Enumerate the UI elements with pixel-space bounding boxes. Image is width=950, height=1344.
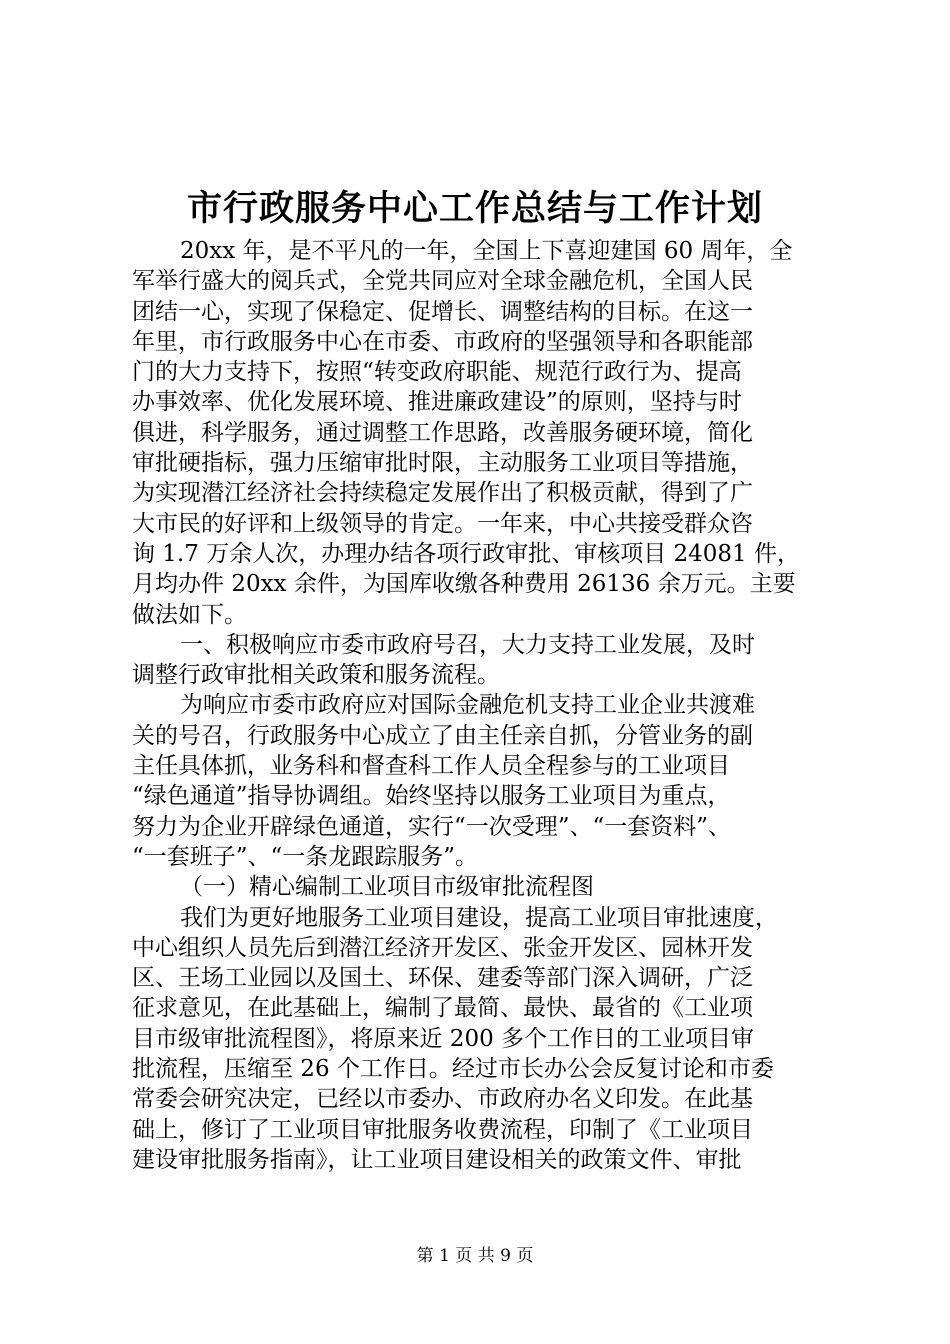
text-line: 批流程，压缩至 26 个工作日。经过市长办公会反复讨论和市委 <box>132 1056 774 1083</box>
page-title: 市行政服务中心工作总结与工作计划 <box>186 188 763 229</box>
text-line: 年里，市行政服务中心在市委、市政府的坚强领导和各职能部 <box>132 328 753 355</box>
text-line: 征求意见，在此基础上，编制了最简、最快、最省的《工业项 <box>132 995 753 1022</box>
text-line: 团结一心，实现了保稳定、促增长、调整结构的目标。在这一 <box>132 298 753 325</box>
text-line: 门的大力支持下，按照“转变政府职能、规范行政行为、提高 <box>132 359 742 386</box>
text-line: 20xx 年，是不平凡的一年，全国上下喜迎建国 60 周年，全 <box>180 238 793 264</box>
text-line: 询 1.7 万余人次，办理办结各项行政审批、审核项目 24081 件， <box>132 540 800 567</box>
text-line: 区、王场工业园以及国土、环保、建委等部门深入调研，广泛 <box>132 965 753 992</box>
text-line: 大市民的好评和上级领导的肯定。一年来，中心共接受群众咨 <box>132 510 753 537</box>
text-line: 审批硬指标，强力压缩审批时限，主动服务工业项目等措施， <box>132 450 753 477</box>
text-line: 中心组织人员先后到潜江经济开发区、张金开发区、园林开发 <box>132 934 753 961</box>
subsection-heading-line: （一）精心编制工业项目市级审批流程图 <box>180 874 594 901</box>
text-line: 俱进，科学服务，通过调整工作思路，改善服务硬环境，简化 <box>132 419 753 446</box>
text-line: 军举行盛大的阅兵式，全党共同应对全球金融危机，全国人民 <box>132 268 753 295</box>
text-line: 我们为更好地服务工业项目建设，提高工业项目审批速度， <box>180 904 778 931</box>
section-heading-line: 一、积极响应市委市政府号召，大力支持工业发展，及时 <box>180 631 755 658</box>
text-line: “一套班子”、“一条龙跟踪服务”。 <box>132 843 479 870</box>
text-line: 础上，修订了工业项目审批服务收费流程，印制了《工业项目 <box>132 1116 753 1143</box>
text-line: 主任具体抓，业务科和督查科工作人员全程参与的工业项目 <box>132 753 730 780</box>
text-line: 为实现潜江经济社会持续稳定发展作出了积极贡献，得到了广 <box>132 480 753 507</box>
section-heading-line: 调整行政审批相关政策和服务流程。 <box>132 662 500 689</box>
text-line: 做法如下。 <box>132 601 247 628</box>
text-line: 努力为企业开辟绿色通道，实行“一次受理”、“一套资料”、 <box>132 813 732 840</box>
text-line: 建设审批服务指南》，让工业项目建设相关的政策文件、审批 <box>132 1146 742 1173</box>
text-line: 办事效率、优化发展环境、推进廉政建设”的原则，坚持与时 <box>132 389 742 416</box>
text-line: 目市级审批流程图》，将原来近 200 多个工作日的工业项目审 <box>132 1025 755 1052</box>
text-line: 关的号召，行政服务中心成立了由主任亲自抓，分管业务的副 <box>132 722 753 749</box>
text-line: 月均办件 20xx 余件，为国库收缴各种费用 26136 余万元。主要 <box>132 571 796 598</box>
document-body <box>132 236 832 1175</box>
page-footer: 第 1 页 共 9 页 <box>416 1246 534 1266</box>
text-line: “绿色通道”指导协调组。始终坚持以服务工业项目为重点， <box>132 783 731 810</box>
text-line: 常委会研究决定，已经以市委办、市政府办名义印发。在此基 <box>132 1086 753 1113</box>
text-line: 为响应市委市政府应对国际金融危机支持工业企业共渡难 <box>180 692 755 719</box>
